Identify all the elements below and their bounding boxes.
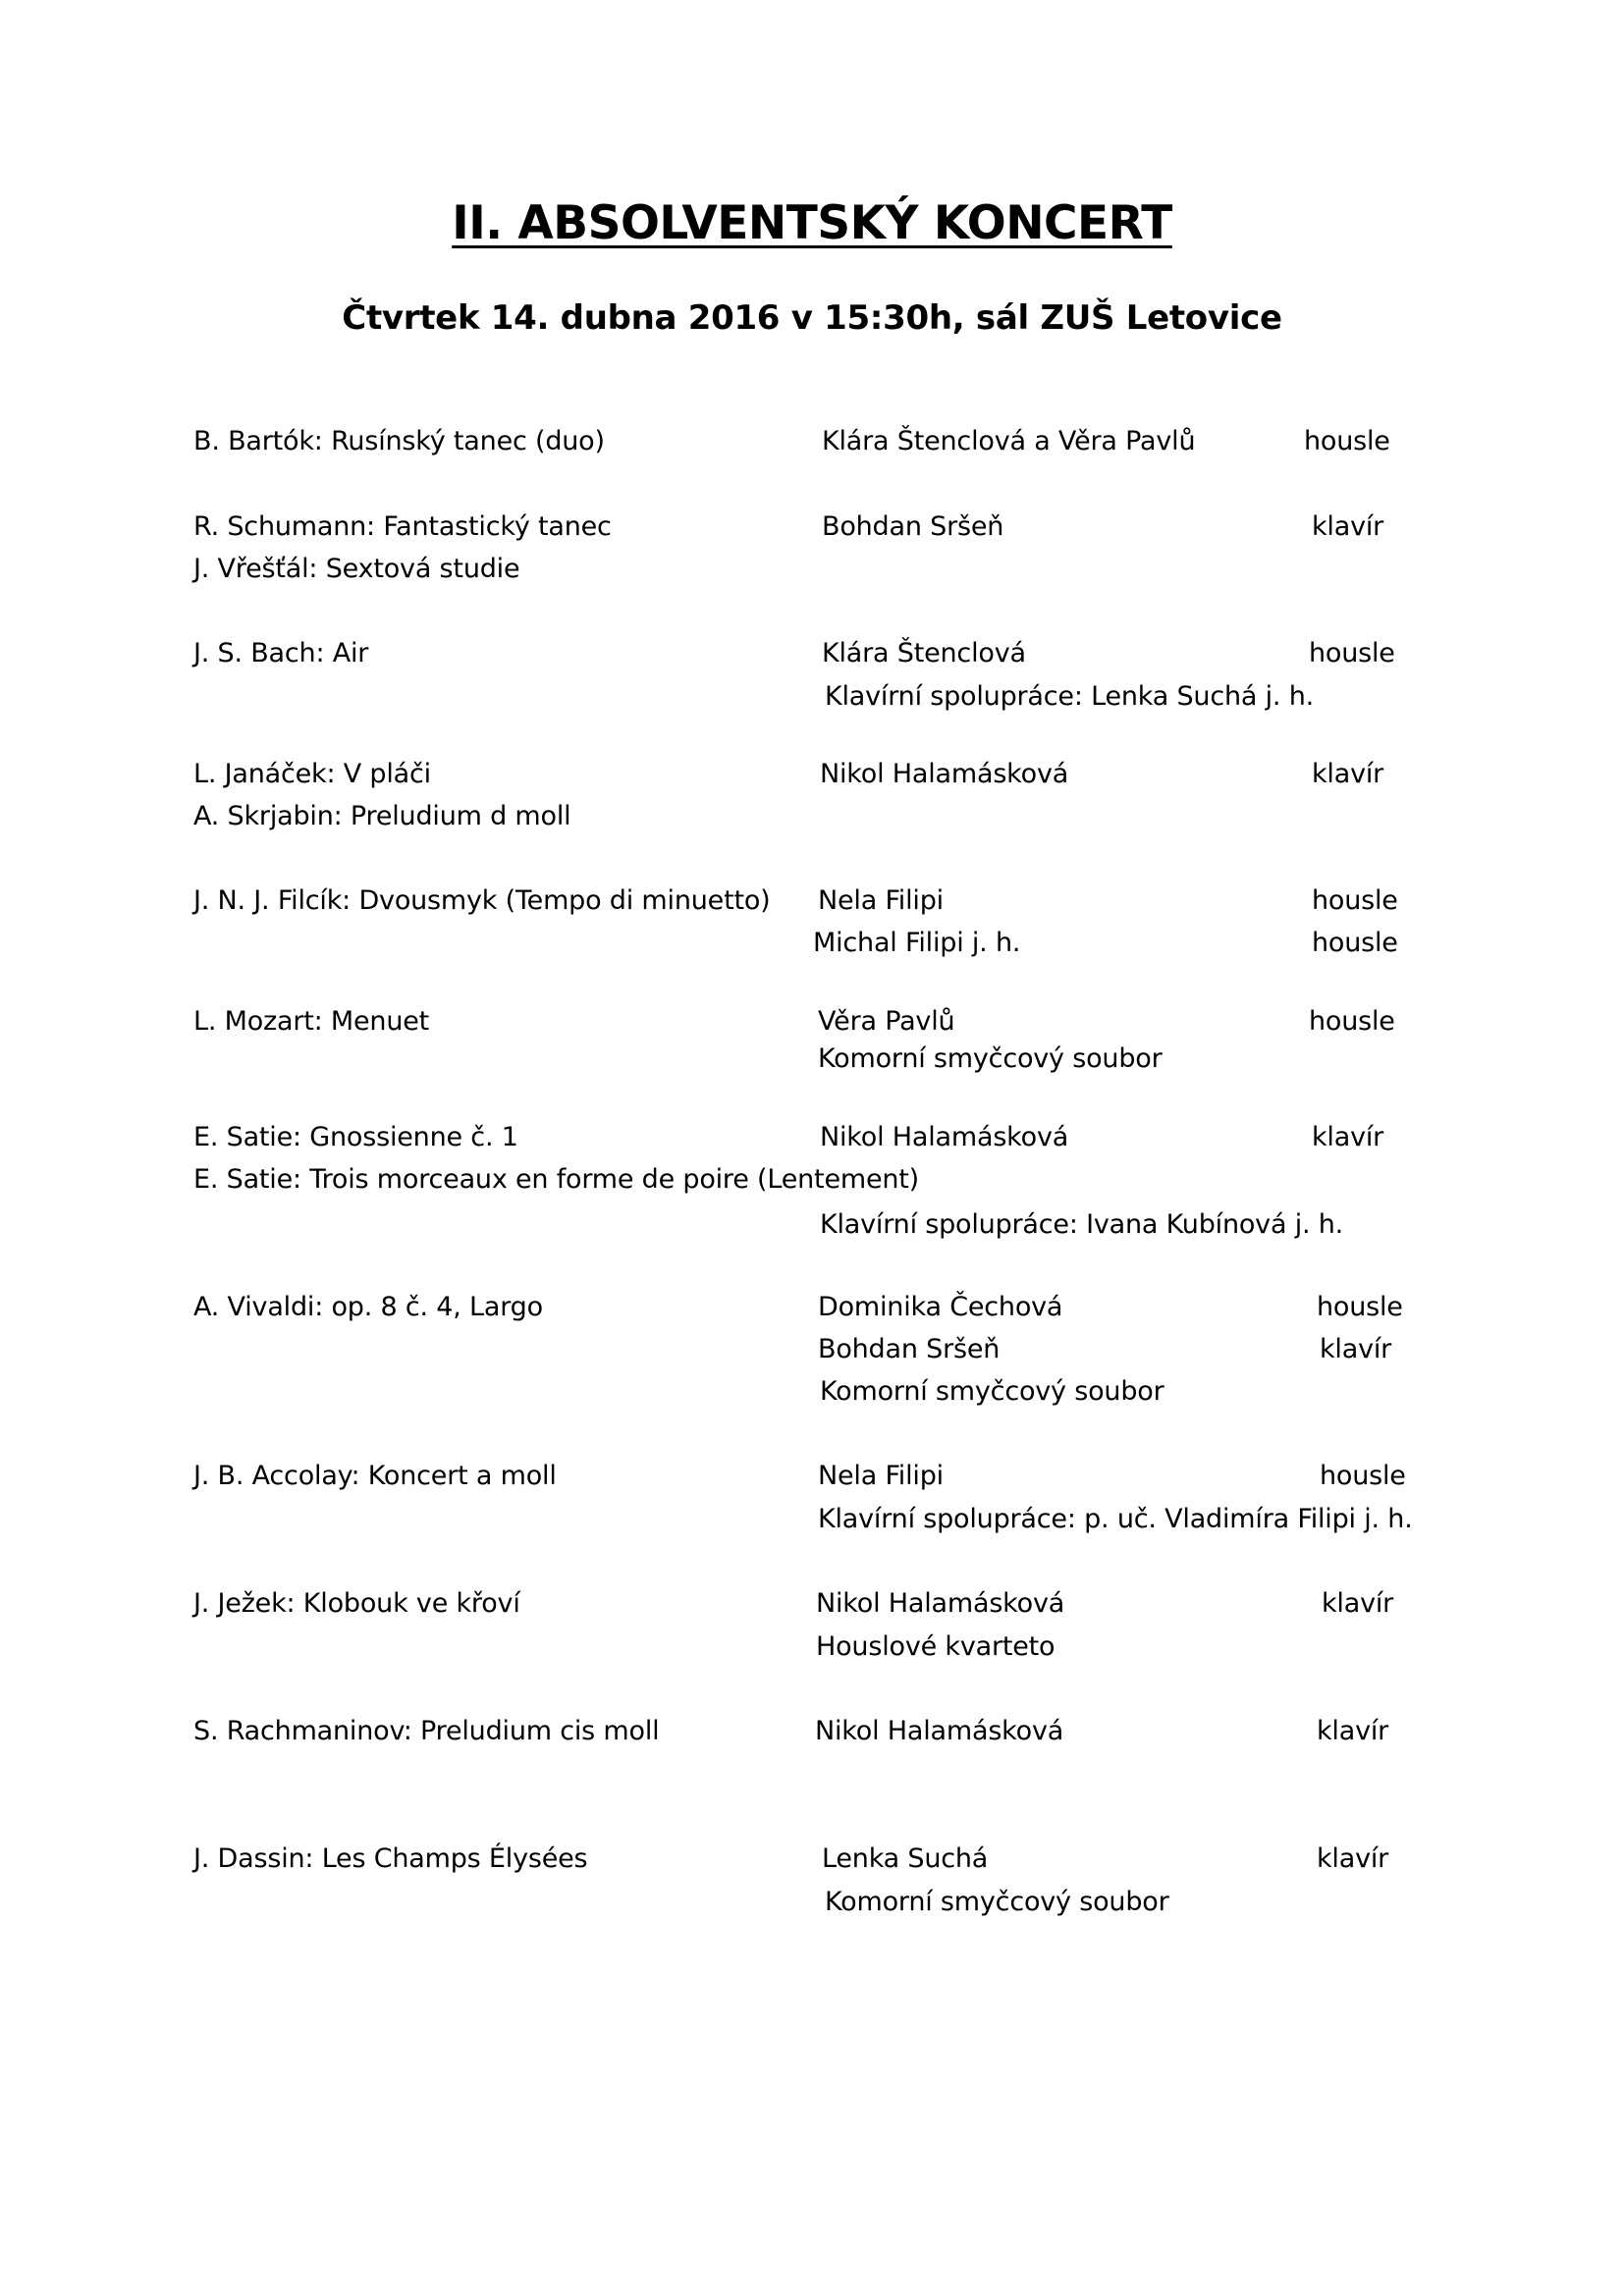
instrument-name: klavír: [1312, 1122, 1384, 1152]
performer-name: Věra Pavlů: [818, 1006, 955, 1037]
ensemble-name: Komorní smyčcový soubor: [825, 1887, 1169, 1917]
piece-name: L. Mozart: Menuet: [193, 1006, 430, 1037]
piece-name: A. Vivaldi: op. 8 č. 4, Largo: [193, 1292, 543, 1322]
piece-name: J. Dassin: Les Champs Élysées: [193, 1843, 588, 1874]
accompanist-note: Klavírní spolupráce: Ivana Kubínová j. h.: [820, 1209, 1344, 1240]
instrument-name: housle: [1304, 426, 1390, 456]
piece-name: J. N. J. Filcík: Dvousmyk (Tempo di minuetto): [193, 885, 771, 916]
performer-name: Nikol Halamásková: [816, 1588, 1065, 1619]
instrument-name: klavír: [1320, 1334, 1392, 1364]
performer-name: Klára Štenclová: [822, 638, 1026, 668]
accompanist-note: Klavírní spolupráce: p. uč. Vladimíra Filipi j. h.: [818, 1504, 1413, 1534]
performer-name: Nikol Halamásková: [820, 1122, 1069, 1152]
performer-name: Nikol Halamásková: [815, 1716, 1064, 1746]
instrument-name: housle: [1312, 928, 1398, 958]
performer-name: Nela Filipi: [818, 885, 944, 916]
instrument-name: housle: [1320, 1461, 1406, 1491]
piece-name: J. Vřešťál: Sextová studie: [193, 554, 520, 584]
performer-name: Bohdan Sršeň: [822, 511, 1004, 542]
instrument-name: klavír: [1312, 511, 1384, 542]
accompanist-note: Klavírní spolupráce: Lenka Suchá j. h.: [825, 681, 1314, 712]
instrument-name: klavír: [1322, 1588, 1394, 1619]
performer-name: Nela Filipi: [818, 1461, 944, 1491]
page-title: II. ABSOLVENTSKÝ KONCERT: [452, 196, 1172, 250]
performer-name: Klára Štenclová a Věra Pavlů: [822, 426, 1196, 456]
instrument-name: housle: [1317, 1292, 1403, 1322]
performer-name: Lenka Suchá: [822, 1843, 989, 1874]
ensemble-name: Houslové kvarteto: [816, 1631, 1056, 1662]
piece-name: A. Skrjabin: Preludium d moll: [193, 801, 571, 831]
instrument-name: housle: [1309, 638, 1395, 668]
performer-name: Bohdan Sršeň: [818, 1334, 1001, 1364]
ensemble-name: Komorní smyčcový soubor: [818, 1043, 1163, 1074]
piece-name: J. Ježek: Klobouk ve křoví: [193, 1588, 520, 1619]
ensemble-name: Komorní smyčcový soubor: [820, 1376, 1164, 1407]
piece-name: E. Satie: Gnossienne č. 1: [193, 1122, 518, 1152]
piece-name: J. S. Bach: Air: [193, 638, 369, 668]
performer-name: Nikol Halamásková: [820, 759, 1069, 789]
instrument-name: klavír: [1317, 1716, 1389, 1746]
instrument-name: klavír: [1317, 1843, 1389, 1874]
piece-name: E. Satie: Trois morceaux en forme de poire (Lentement): [193, 1164, 920, 1195]
event-date-venue: Čtvrtek 14. dubna 2016 v 15:30h, sál ZUŠ Letovice: [342, 298, 1282, 338]
instrument-name: housle: [1309, 1006, 1395, 1037]
performer-name: Michal Filipi j. h.: [813, 928, 1021, 958]
performer-name: Dominika Čechová: [818, 1292, 1063, 1322]
instrument-name: housle: [1312, 885, 1398, 916]
instrument-name: klavír: [1312, 759, 1384, 789]
piece-name: J. B. Accolay: Koncert a moll: [193, 1461, 557, 1491]
piece-name: B. Bartók: Rusínský tanec (duo): [193, 426, 605, 456]
piece-name: R. Schumann: Fantastický tanec: [193, 511, 612, 542]
piece-name: S. Rachmaninov: Preludium cis moll: [193, 1716, 660, 1746]
piece-name: L. Janáček: V pláči: [193, 759, 431, 789]
